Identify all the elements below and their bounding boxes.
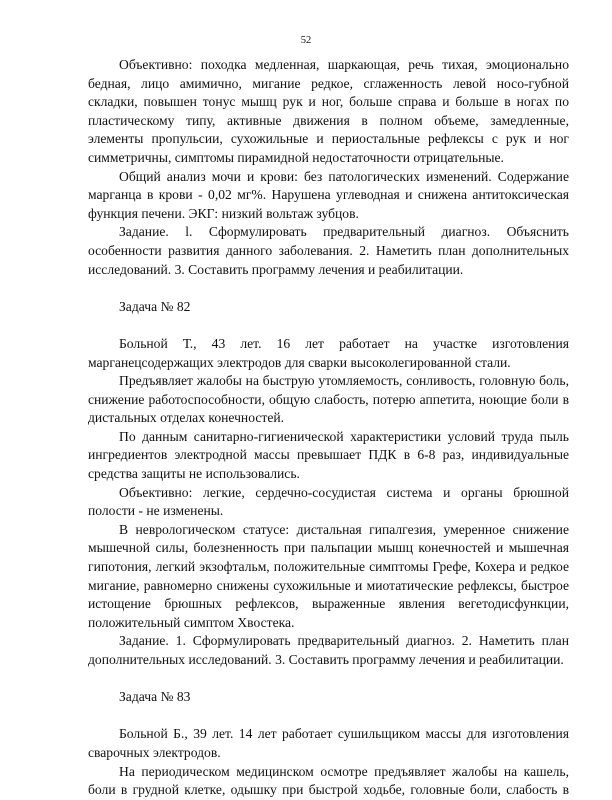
paragraph: Больной Т., 43 лет. 16 лет работает на участке изготовления марганецсодержащих электродов для сварки высоколегированной стали. [88,335,569,370]
paragraph: Объективно: походка медленная, шаркающая, речь тихая, эмоционально бедная, лицо амимично, мигание редкое, сглаженность левой носо-губной складки, повышен тонус мышц рук и ног, больше справа и больше в ногах по пластическому типу, активные движения в полном объеме, замедленные, элементы пропульсии, сухожильные и периостальные рефлексы с рук и ног симметричны, симптомы пирамидной недостаточности отрицательные. [88,57,569,165]
paragraph: Предъявляет жалобы на быструю утомляемость, сонливость, головную боль, снижение работоспособности, общую слабость, потерю аппетита, ноющие боли в дистальных отделах конечностей. [88,373,569,426]
paragraph: В неврологическом статусе: дистальная гипалгезия, умеренное снижение мышечной силы, болезненность при пальпации мышц конечностей и мышечная гипотония, легкий экзофтальм, положительные симптомы Грефе, Кохера и редкое мигание, равномерно снижены сухожильные и миотатические рефлексы, быстрое истощение брюшных рефлексов, выраженные явления вегетодисфункции, положительный симптом Хвостека. [88,521,569,630]
paragraph: По данным санитарно-гигиенической характеристики условий труда пыль ингредиентов электродной массы превышает ПДК в 6-8 раз, индивидуальные средства защиты не использовались. [88,428,569,482]
paragraph: Задание. 1. Сформулировать предварительный диагноз. 2. Наметить план дополнительных исследований. 3. Составить программу лечения и реабилитации. [88,633,569,667]
paragraph: На периодическом медицинском осмотре предъявляет жалобы на кашель, боли в грудной клетке, одышку при быстрой ходьбе, головные боли, слабость в [88,763,569,798]
task-heading: Задача № 82 [119,298,191,314]
task-heading: Задача № 83 [119,689,191,705]
paragraph: Задание. l. Сформулировать предварительный диагноз. Объяснить особенности развития данного заболевания. 2. Наметить план дополнительных исследований. 3. Составить программу лечения и реабилитации. [88,224,569,277]
page-number: 52 [300,35,312,46]
paragraph: Общий анализ мочи и крови: без патологических изменений. Содержание марганца в крови - 0,02 мг%. Нарушена углеводная и снижена антитоксическая функция печени. ЭКГ: низкий вольтаж зубцов. [88,168,569,221]
paragraph: Больной Б., 39 лет. 14 лет работает сушильщиком массы для изготовления сварочных электродов. [88,726,569,760]
paragraph: Объективно: легкие, сердечно-сосудистая система и органы брюшной полости - не изменены. [88,484,569,519]
document-body [88,56,569,800]
